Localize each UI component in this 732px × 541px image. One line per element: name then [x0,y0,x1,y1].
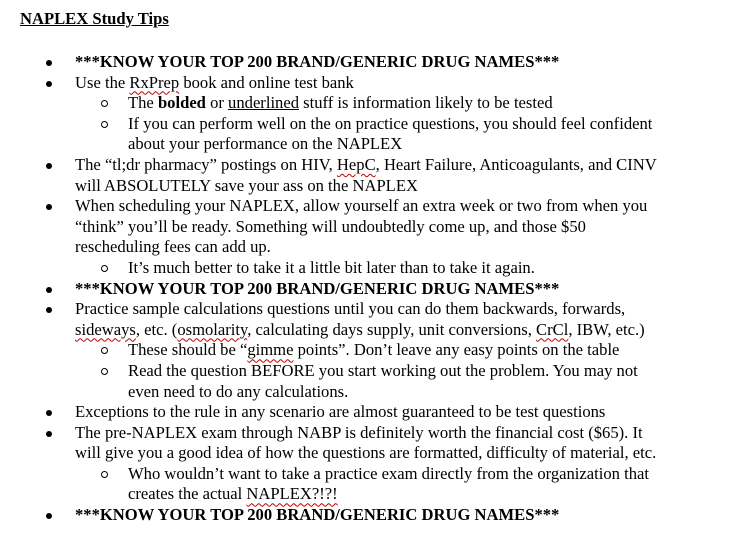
calc-mid1: , etc. ( [135,319,178,339]
list-item-know-drugs-2 [0,279,732,300]
practice-exam-naplex: NAPLEX?!?! [246,484,338,504]
list-item-exceptions [0,402,732,423]
circle-bullet-icon [101,100,108,107]
bullet-icon [46,60,52,66]
bullet-icon [46,287,52,293]
list-item-calculations [0,299,732,340]
scheduling-line2: “think” you’ll be ready. Something will undoubtedly come up, and those $50 [75,216,586,236]
bolded-post: stuff is information likely to be tested [299,93,553,113]
list-item-rxprep [0,73,732,94]
bullet-icon [46,81,52,87]
bolded-pre: The [128,93,158,113]
rxprep-pre: Use the [75,72,130,92]
bullet-icon [46,204,52,210]
tldr-hepc: HepC [336,154,376,174]
tldr-post: , Heart Failure, Anticoagulants, and CINV [375,154,657,174]
scheduling-line3: rescheduling fees can add up. [75,237,271,257]
calc-osmolarity: osmolarity [177,319,248,339]
rxprep-post: book and online test bank [179,72,354,92]
underlined-word: underlined [228,93,300,113]
calc-mid2: , calculating days supply, unit conversions, [247,319,537,339]
calc-line1: Practice sample calculations questions until you can do them backwards, forwards, [75,299,626,319]
bolded-or: or [205,93,229,113]
bolded-word: bolded [157,93,206,113]
circle-bullet-icon [101,368,108,375]
sub-item-bolded [0,93,732,114]
bullet-icon [46,431,52,437]
list-item-know-drugs-3 [0,505,732,526]
know-drugs-text: ***KNOW YOUR TOP 200 BRAND/GENERIC DRUG NAMES*** [75,505,560,525]
practice-exam-line1: Who wouldn’t want to take a practice exam directly from the organization that [128,463,649,483]
calc-post: , IBW, etc.) [568,319,645,339]
tldr-pre: The “tl;dr pharmacy” postings on HIV, [75,154,337,174]
bullet-icon [46,513,52,519]
scheduling-line1: When scheduling your NAPLEX, allow yourself an extra week or two from when you [75,196,648,216]
sub-item-gimme [0,340,732,361]
prenaplex-line1: The pre-NAPLEX exam through NABP is definitely worth the financial cost ($65). It [75,422,643,442]
tldr-line2: will ABSOLUTELY save your ass on the NAPLEX [75,175,418,195]
gimme-word: gimme [247,340,294,360]
exceptions-text: Exceptions to the rule in any scenario are almost guaranteed to be test questions [75,402,606,422]
read-question-line2: even need to do any calculations. [128,381,349,401]
list-item-know-drugs-1 [0,52,732,73]
calc-crcl: CrCl [536,319,569,339]
sub-item-read-question [0,361,732,402]
page-title: NAPLEX Study Tips [20,9,169,28]
sub-item-practice-exam [0,464,732,505]
circle-bullet-icon [101,121,108,128]
sub-item-take-later [0,258,732,279]
circle-bullet-icon [101,347,108,354]
tips-list [0,52,732,526]
circle-bullet-icon [101,471,108,478]
confidence-line2: about your performance on the NAPLEX [128,134,403,154]
list-item-tldr [0,155,732,196]
circle-bullet-icon [101,265,108,272]
gimme-pre: These should be “ [128,340,248,360]
gimme-post: points”. Don’t leave any easy points on the table [293,340,620,360]
list-item-pre-naplex [0,423,732,464]
bullet-icon [46,410,52,416]
bullet-icon [46,307,52,313]
list-item-scheduling [0,196,732,258]
calc-sideways: sideways [75,319,136,339]
know-drugs-text: ***KNOW YOUR TOP 200 BRAND/GENERIC DRUG NAMES*** [75,52,560,71]
rxprep-book: RxPrep [129,72,180,92]
prenaplex-line2: will give you a good idea of how the questions are formatted, difficulty of material, etc. [75,443,657,463]
read-question-line1: Read the question BEFORE you start working out the problem. You may not [128,360,638,380]
sub-item-practice-confidence [0,114,732,155]
bullet-icon [46,163,52,169]
know-drugs-text: ***KNOW YOUR TOP 200 BRAND/GENERIC DRUG NAMES*** [75,278,560,298]
confidence-line1: If you can perform well on the on practice questions, you should feel confident [128,113,653,133]
take-later-text: It’s much better to take it a little bit later than to take it again. [128,257,535,277]
practice-exam-pre: creates the actual [128,484,247,504]
